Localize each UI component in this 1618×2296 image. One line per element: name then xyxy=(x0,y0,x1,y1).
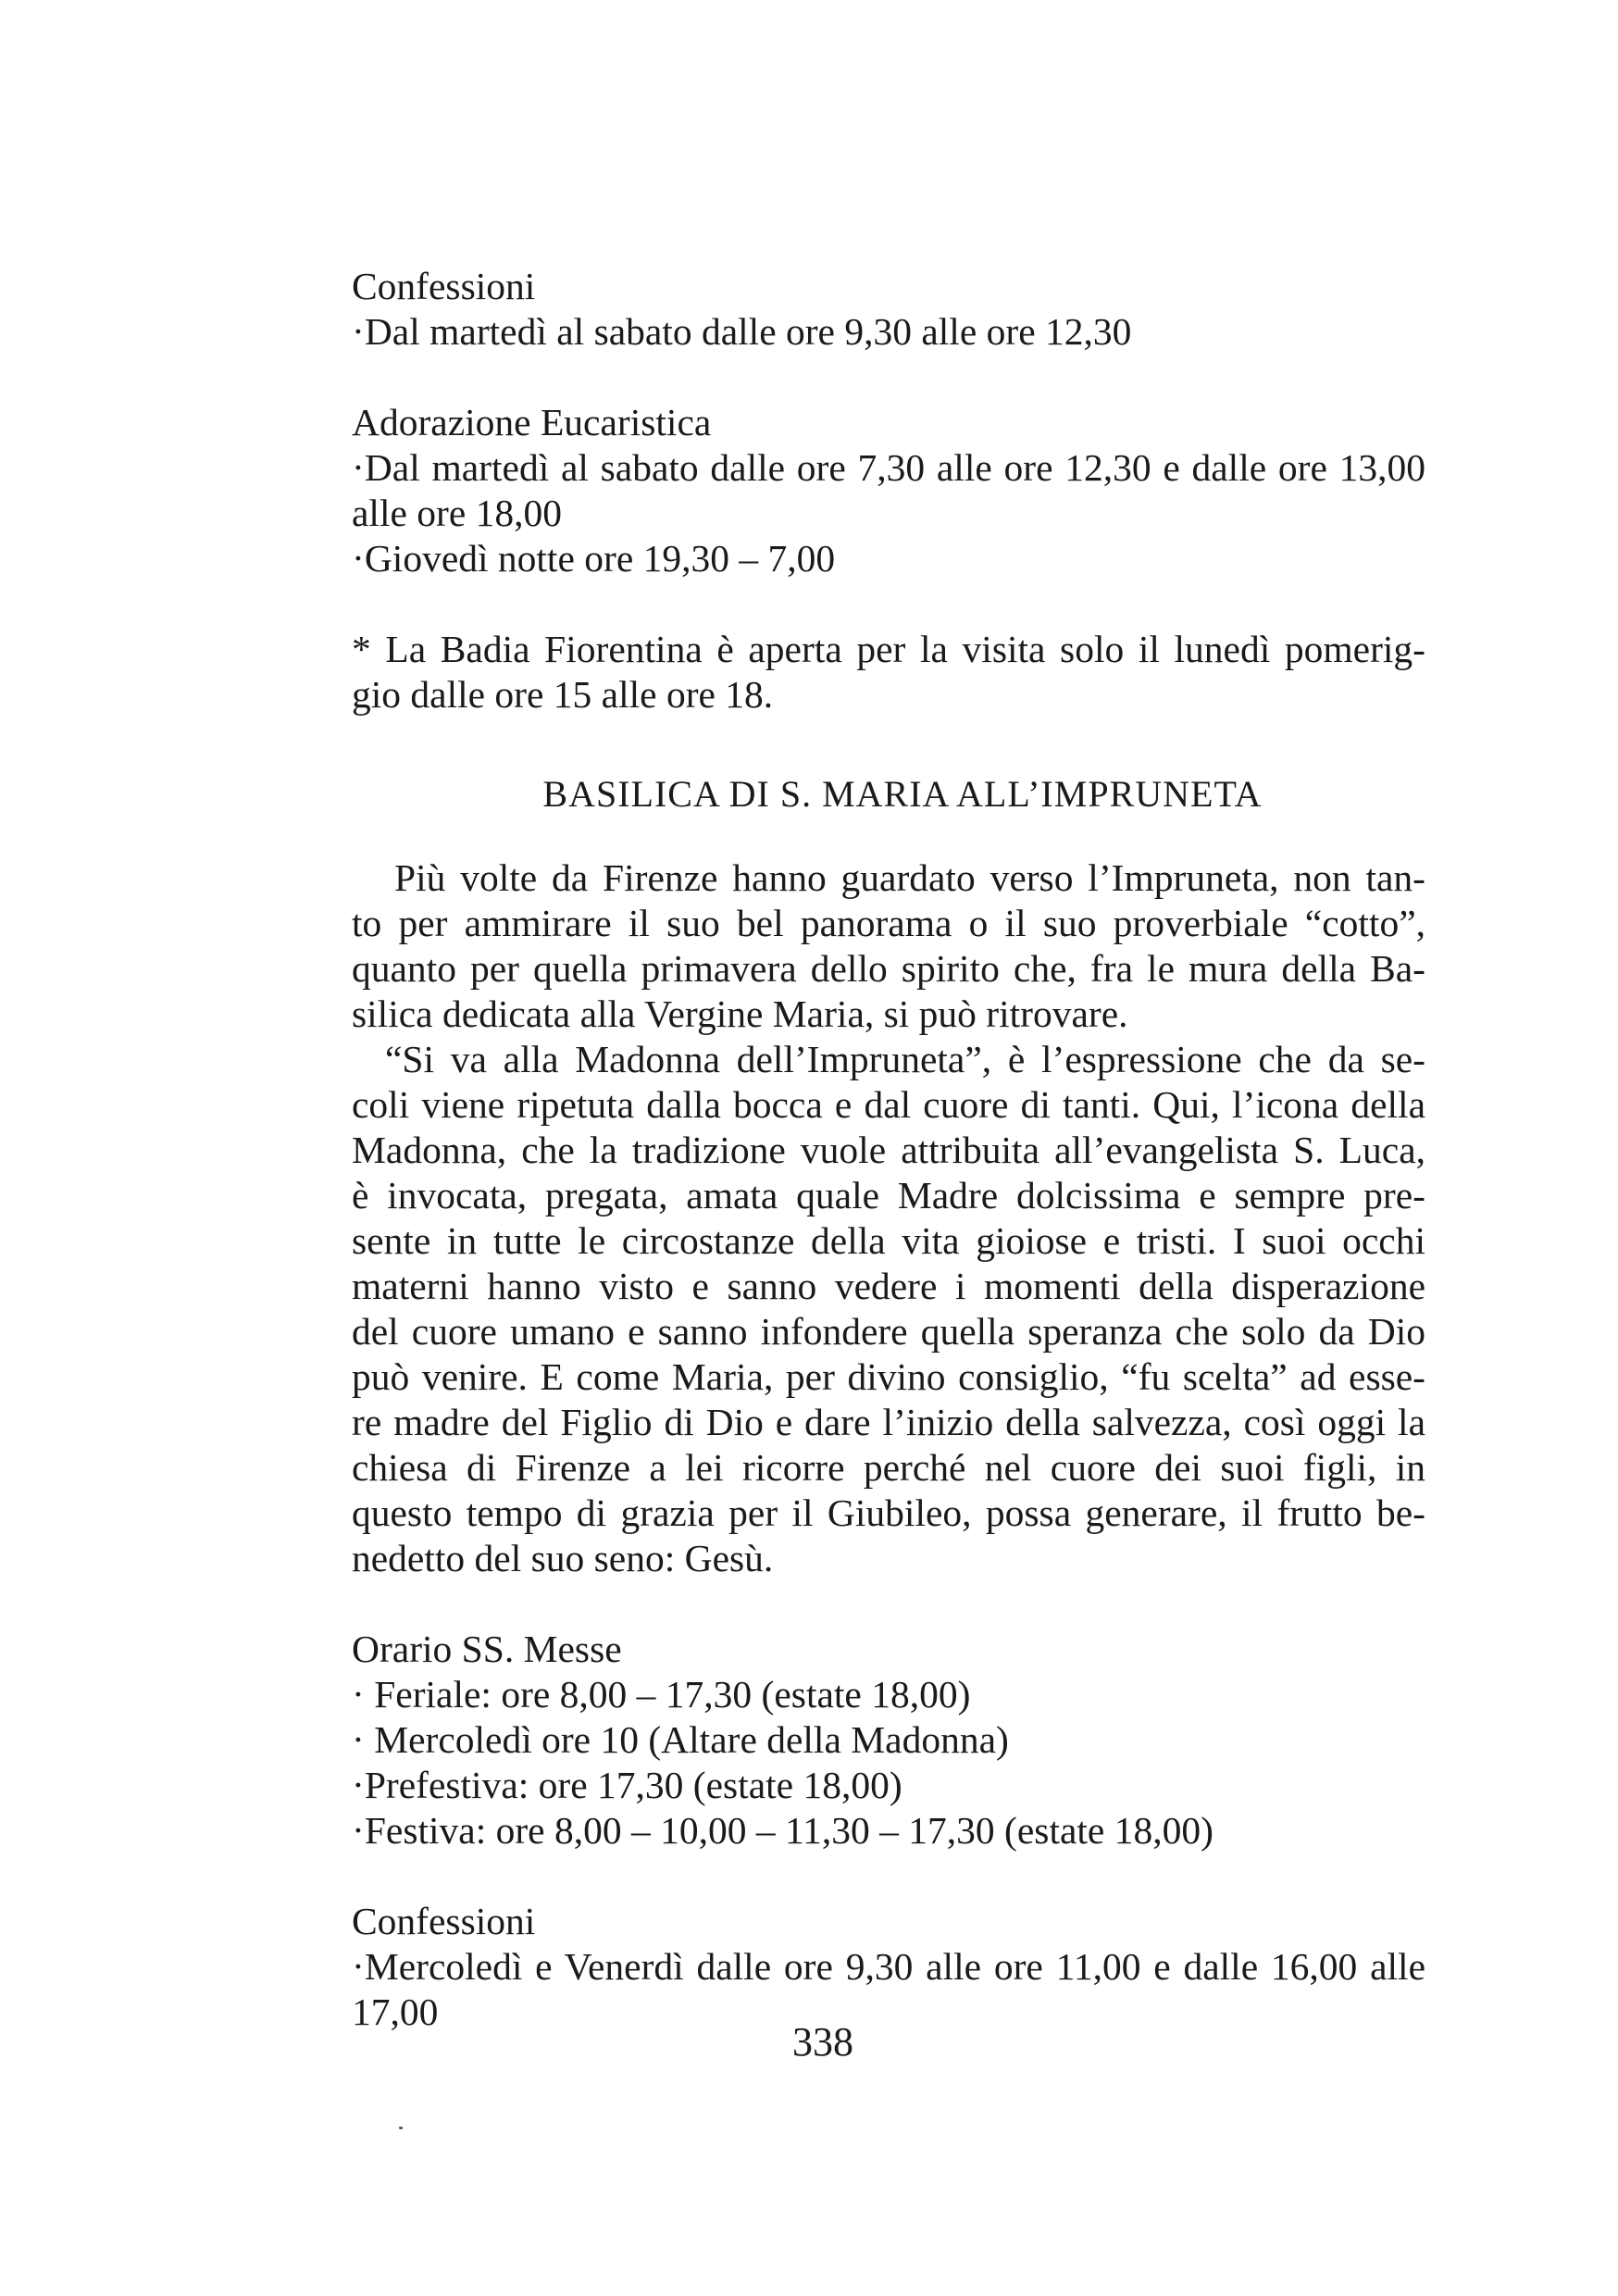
orario-title: Orario SS. Messe xyxy=(352,1628,622,1670)
confessioni-title: Confessioni xyxy=(352,1900,536,1942)
paragraph-line: Più volte da Firenze hanno guardato verso l’Impruneta, non tan- xyxy=(394,856,1425,899)
paragraph-1 xyxy=(352,855,1425,1037)
page-body xyxy=(352,264,1425,2035)
paragraph-line: può venire. E come Maria, per divino consiglio, “fu scelta” ad esse- xyxy=(352,1355,1425,1398)
section-heading: BASILICA DI S. MARIA ALL’IMPRUNETA xyxy=(542,773,1263,815)
paragraph-line: chiesa di Firenze a lei ricorre perché nel cuore dei suoi figli, in xyxy=(352,1446,1425,1489)
confessioni-schedule-line: 17,00 xyxy=(352,1990,439,2033)
paragraph-line: del cuore umano e sanno infondere quella speranza che solo da Dio xyxy=(352,1310,1425,1353)
confessioni-schedule-line: ·Dal martedì al sabato dalle ore 9,30 alle ore 12,30 xyxy=(352,310,1132,353)
orario-line: · Feriale: ore 8,00 – 17,30 (estate 18,00) xyxy=(352,1673,971,1716)
paragraph-line: materni hanno visto e sanno vedere i momenti della disperazione xyxy=(352,1265,1425,1307)
paragraph-line: “Si va alla Madonna dell’Impruneta”, è l’espressione che da se- xyxy=(385,1038,1425,1080)
orario-line: ·Prefestiva: ore 17,30 (estate 18,00) xyxy=(352,1764,902,1806)
adorazione-schedule-line: ·Dal martedì al sabato dalle ore 7,30 alle ore 12,30 e dalle ore 13,00 xyxy=(352,446,1425,489)
adorazione-schedule-line: ·Giovedì notte ore 19,30 – 7,00 xyxy=(352,537,836,580)
adorazione-schedule-line: alle ore 18,00 xyxy=(352,492,563,534)
orario-line: · Mercoledì ore 10 (Altare della Madonna) xyxy=(352,1718,1009,1761)
note-line: * La Badia Fiorentina è aperta per la visita solo il lunedì pomerig- xyxy=(352,628,1425,670)
adorazione-title: Adorazione Eucaristica xyxy=(352,401,712,443)
paragraph-line: coli viene ripetuta dalla bocca e dal cuore di tanti. Qui, l’icona della xyxy=(352,1083,1425,1126)
paragraph-line: sente in tutte le circostanze della vita gioiose e tristi. I suoi occhi xyxy=(352,1219,1425,1262)
paragraph-line: Madonna, che la tradizione vuole attribuita all’evangelista S. Luca, xyxy=(352,1129,1425,1171)
confessioni-title: Confessioni xyxy=(352,265,536,307)
confessioni-schedule-line: ·Mercoledì e Venerdì dalle ore 9,30 alle ore 11,00 e dalle 16,00 alle xyxy=(352,1945,1425,1988)
paragraph-line: nedetto del suo seno: Gesù. xyxy=(352,1537,774,1579)
paragraph-line: quanto per quella primavera dello spirito che, fra le mura della Ba- xyxy=(352,947,1425,990)
note-line: gio dalle ore 15 alle ore 18. xyxy=(352,673,774,716)
paragraph-line: è invocata, pregata, amata quale Madre dolcissima e sempre pre- xyxy=(352,1174,1425,1217)
page-number: 338 xyxy=(792,2019,853,2065)
scan-speck xyxy=(399,2127,403,2129)
orario-line: ·Festiva: ore 8,00 – 10,00 – 11,30 – 17,30 (estate 18,00) xyxy=(352,1809,1214,1852)
paragraph-line: to per ammirare il suo bel panorama o il suo proverbiale “cotto”, xyxy=(352,902,1425,944)
paragraph-line: questo tempo di grazia per il Giubileo, possa generare, il frutto be- xyxy=(352,1491,1425,1534)
paragraph-line: silica dedicata alla Vergine Maria, si può ritrovare. xyxy=(352,992,1128,1035)
paragraph-2 xyxy=(352,1037,1425,1581)
paragraph-line: re madre del Figlio di Dio e dare l’inizio della salvezza, così oggi la xyxy=(352,1401,1425,1443)
